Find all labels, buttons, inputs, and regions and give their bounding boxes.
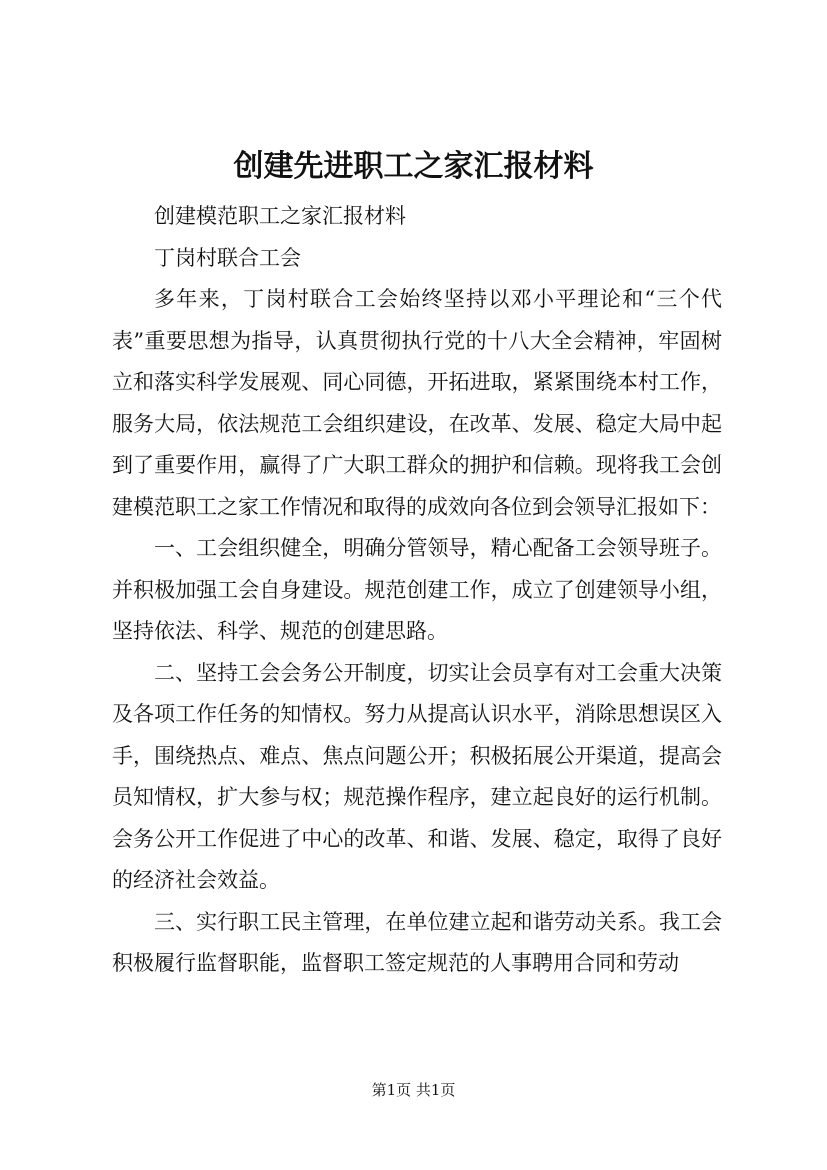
paragraph-section-3: 三、实行职工民主管理，在单位建立起和谐劳动关系。我工会积极履行监督职能，监督职工签定规范的人事聘用合同和劳动 bbox=[112, 909, 722, 975]
document-title: 创建先进职工之家汇报材料 bbox=[233, 149, 594, 184]
paragraph-intro: 多年来，丁岗村联合工会始终坚持以邓小平理论和“三个代表”重要思想为指导，认真贯彻执行党的十八大全会精神，牢固树立和落实科学发展观、同心同德，开拓进取，紧紧围绕本村工作，服务大局，依法规范工会组织建设，在改革、发展、稳定大局中起到了重要作用，赢得了广大职工群众的拥护和信赖。现将我工会创建模范职工之家工作情况和取得的成效向各位到会领导汇报如下： bbox=[112, 287, 722, 519]
subtitle-line: 创建模范职工之家汇报材料 bbox=[154, 204, 406, 228]
paragraph-section-2: 二、坚持工会会务公开制度，切实让会员享有对工会重大决策及各项工作任务的知情权。努力从提高认识水平，消除思想误区入手，围绕热点、难点、焦点问题公开；积极拓展公开渠道，提高会员知情权，扩大参与权；规范操作程序，建立起良好的运行机制。会务公开工作促进了中心的改革、和谐、发展、稳定，取得了良好的经济社会效益。 bbox=[112, 660, 722, 892]
author-line: 丁岗村联合工会 bbox=[154, 245, 301, 270]
document-body bbox=[112, 196, 722, 985]
page-number-footer: 第1页 共1页 bbox=[371, 1081, 456, 1099]
paragraph-section-1: 一、工会组织健全，明确分管领导，精心配备工会领导班子。并积极加强工会自身建设。规范创建工作，成立了创建领导小组，坚持依法、科学、规范的创建思路。 bbox=[112, 536, 722, 643]
